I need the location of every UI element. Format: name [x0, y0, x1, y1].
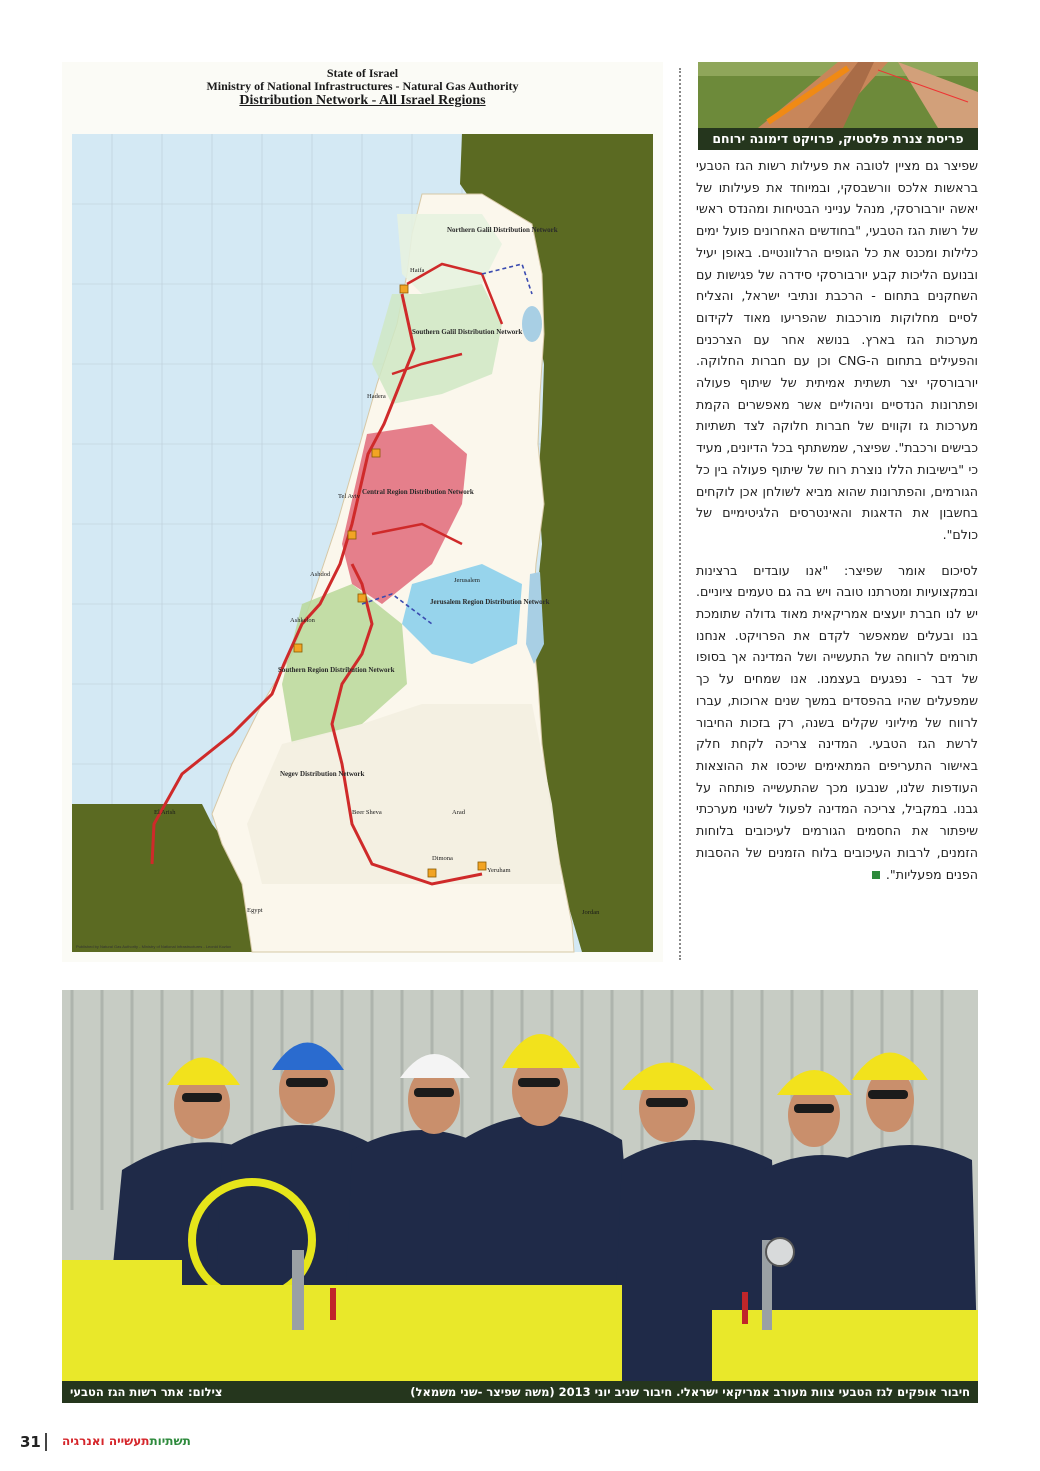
label-jerusalem-city: Jerusalem — [454, 577, 480, 584]
station-marker — [358, 594, 366, 602]
team-photo-caption: חיבור אופקים לגז הטבעי צוות מעורב אמריקאי ישראלי. חיבור שניב יוני 2013 (משה שפיצר -שני משמאל) — [410, 1385, 970, 1399]
label-yeruham: Yeruham — [487, 867, 511, 874]
trench-photo-caption: פריסת צנרת פלסטיק, פרויקט דימונה ירוחם — [698, 128, 978, 150]
label-dimona: Dimona — [432, 855, 453, 862]
label-jerusalem: Jerusalem Region Distribution Network — [430, 598, 550, 606]
label-hadera: Hadera — [367, 393, 386, 400]
station-marker — [294, 644, 302, 652]
map-header — [62, 62, 663, 128]
article-paragraph-2-text: לסיכום אומר שפיצר: "אנו עובדים ברצינות ובמקצועיות ומטרתנו טובה ויש בה גם טעמים ציוניים. יש לנו חברת יועצים אמריקאית מאוד גדולה שתומכת בנו ובעלים שמאפשר לקדם את הפרויקט. אנחנו תורמים לרווחה של התעשייה ושל המדינה אך בסופו של דבר - נפגעים בעצמנו. אנו שמחים על כך שמפעלים שהיו בהפסדים במשך שנים ארוכות, עברו לרווח של מיליוני שקלים בשנה, רק בזכות החיבור לרשת הגז הטבעי. המדינה צריכה לקחת חלק באישור התעריפים המתאימים שיכסו את ההוצאות העודפות שלנו, שנבעו מכך שהתעשייה פותחה על גבנו. במקביל, צריכה המדינה לפעול לשינוי מערכתי שיפתור את החסמים הגורמים לעיכובים בלוחות הזמנים, לרבות העיכובים בלוח הזמנים של ההסבות הפנים מפעליות". — [696, 562, 978, 882]
station-marker — [372, 449, 380, 457]
distribution-network-map — [62, 62, 663, 962]
map-title-ministry: Ministry of National Infrastructures - Natural Gas Authority — [206, 79, 519, 93]
label-ashkelon: Ashkelon — [290, 617, 315, 624]
label-egypt: Egypt — [247, 907, 263, 914]
label-haifa: Haifa — [410, 267, 425, 274]
label-southern-galil: Southern Galil Distribution Network — [412, 328, 523, 336]
label-northern-galil: Northern Galil Distribution Network — [447, 226, 558, 234]
label-jordan: Jordan — [582, 909, 600, 916]
map-credit: Published by Natural Gas Authority - Ministry of National Infrastructures - Leonid Kozlov — [76, 944, 231, 949]
article-paragraph-1: שפיצר גם מציין לטובה את פעילות רשות הגז הטבעי בראשות אלכס וורשבסקי, ובמיוחד את פעילותו של יאשה יורבורסקי, מנהל ענייני הבטיחות ומהנדס ראשי של רשות הגז הטבעי, "בחודשים האחרונים פועל ימים כלילות ומכנס את כל הגופים הרלוונטיים. באופן יעיל ובנועם הליכות קבע יורבורסקי סידרה של פגישות עם השחקנים בתחום - הרכבת ונתיבי ישראל, והצליח לסיים מחלוקות מורכבות שהפריעו מאוד לקידום מערכות הגז בארץ. בנושא אחר עם הצרכנים והפעילים בתחום ה-CNG וכן עם חברות החלוקה. יורבורסקי יצר תשתית אמיתית של שיתוף פעולה ופתרונות הנדסיים וניהוליים אשר מאפשרים הקמת מערכות גז וקווים של חברות חלוקה לצד תשתיות כבישים ורכבת". שפיצר, שמשתתף בכל הדיונים, מעיד כי "בישיבות הללו נוצרת רוח של שיתוף פעולה בין כל הגורמים, והפתרונות שהוא מביא לשולחן אכן לוקחים בחשבון את הדאגות והאינטרסים הלגיטימיים של כולם". — [696, 158, 978, 542]
article-body — [696, 155, 978, 885]
label-arad: Arad — [452, 809, 465, 816]
end-mark-icon — [872, 871, 880, 879]
label-beer-sheva: Beer Sheva — [352, 809, 382, 816]
label-central: Central Region Distribution Network — [362, 488, 474, 496]
magazine-name-part2: תעשייה ואנרגיה — [62, 1434, 150, 1448]
label-tel-aviv: Tel Aviv — [338, 493, 360, 500]
footer-separator — [45, 1433, 47, 1451]
team-photo — [62, 990, 978, 1381]
map-title-network: Distribution Network - All Israel Regions — [239, 93, 486, 108]
photo-credit: צילום: אתר רשות הגז הטבעי — [70, 1385, 223, 1399]
magazine-name-part1: תשתיות — [149, 1434, 191, 1448]
article-paragraph-2 — [696, 560, 978, 886]
magazine-name — [62, 1434, 191, 1448]
label-el-arish: El Arish — [154, 809, 176, 816]
team-photo-caption-bar — [62, 1381, 978, 1403]
column-divider — [679, 68, 681, 960]
page-number: 31 — [20, 1433, 41, 1451]
label-negev: Negev Distribution Network — [280, 770, 365, 778]
map-title-state: State of Israel — [326, 66, 399, 80]
station-marker — [428, 869, 436, 877]
label-ashdod: Ashdod — [310, 571, 331, 578]
map-canvas — [62, 124, 663, 962]
station-marker — [400, 285, 408, 293]
station-marker — [478, 862, 486, 870]
label-southern: Southern Region Distribution Network — [278, 666, 395, 674]
pipeline-trench-photo — [698, 62, 978, 128]
station-marker — [348, 531, 356, 539]
sea-of-galilee — [522, 306, 542, 342]
